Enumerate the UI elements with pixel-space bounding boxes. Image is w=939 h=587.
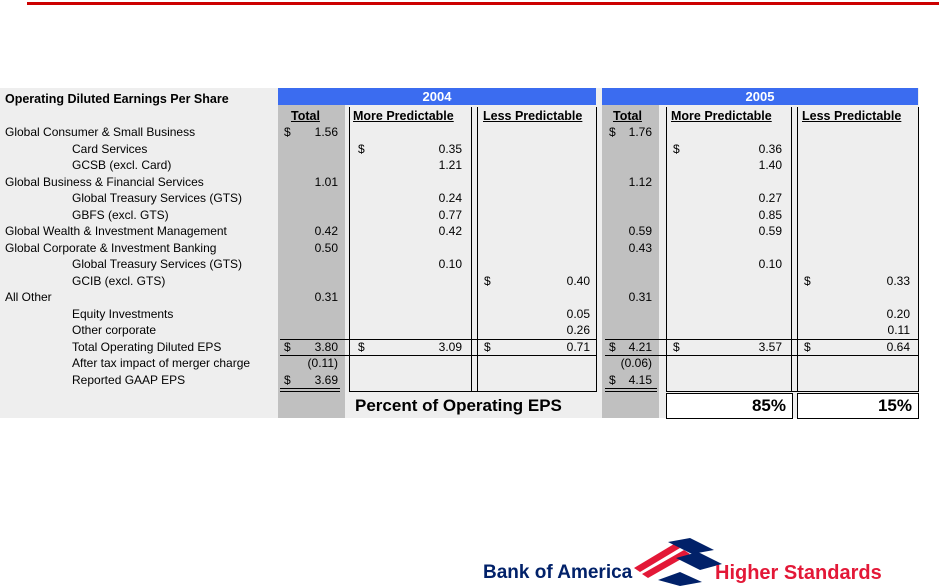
cell-value: 0.59 bbox=[628, 224, 652, 238]
flag-logo-icon bbox=[628, 536, 723, 586]
row-label: Global Treasury Services (GTS) bbox=[72, 191, 243, 205]
row-label: Global Treasury Services (GTS) bbox=[72, 257, 243, 271]
hdr-2004-total: Total bbox=[291, 109, 320, 123]
cell-value: 0.10 bbox=[438, 257, 462, 271]
row-label: Global Wealth & Investment Management bbox=[5, 224, 227, 238]
pct-2005-less: 15% bbox=[877, 396, 912, 415]
dollar-sign: $ bbox=[673, 141, 680, 156]
dollar-sign: $ bbox=[284, 125, 291, 139]
rule-04-bottom bbox=[349, 391, 597, 392]
cell-value: 1.12 bbox=[628, 174, 652, 189]
row-label: GCIB (excl. GTS) bbox=[72, 273, 166, 288]
dollar-sign: $ bbox=[284, 372, 291, 387]
row-label: GCSB (excl. Card) bbox=[72, 158, 172, 172]
year-2005-header: 2005 bbox=[602, 88, 918, 105]
cell-value: 3.57 bbox=[758, 339, 782, 354]
row-label: Other corporate bbox=[72, 323, 157, 337]
rule-05-more-left bbox=[666, 107, 667, 392]
cell-value: 0.10 bbox=[758, 257, 782, 271]
bank-of-america-logo bbox=[480, 536, 900, 586]
cell-value: 3.69 bbox=[314, 372, 338, 387]
row-label: All Other bbox=[5, 290, 52, 304]
dollar-sign: $ bbox=[673, 339, 680, 354]
dollar-sign: $ bbox=[484, 339, 491, 354]
cell-value: 4.21 bbox=[628, 339, 652, 354]
rule-05-less-right bbox=[918, 107, 919, 392]
row-label: Total Operating Diluted EPS bbox=[72, 339, 222, 354]
gaap-04-double-1 bbox=[280, 388, 340, 389]
cell-value: 0.40 bbox=[566, 273, 590, 288]
dollar-sign: $ bbox=[484, 273, 491, 288]
gaap-05-double-2 bbox=[605, 391, 657, 392]
rule-04-more-left bbox=[349, 107, 350, 392]
dollar-sign: $ bbox=[358, 339, 365, 354]
cell-value: 0.50 bbox=[314, 240, 338, 255]
pct-2005-more: 85% bbox=[751, 396, 786, 415]
year-2004-header: 2004 bbox=[278, 88, 596, 105]
table-title: Operating Diluted Earnings Per Share bbox=[5, 92, 229, 106]
cell-value: 0.24 bbox=[438, 191, 462, 205]
cell-value: (0.06) bbox=[620, 356, 652, 370]
cell-value: 1.40 bbox=[758, 158, 782, 172]
cell-value: 0.20 bbox=[886, 306, 910, 321]
dollar-sign: $ bbox=[358, 141, 365, 156]
row-label: GBFS (excl. GTS) bbox=[72, 207, 169, 222]
cell-value: 0.64 bbox=[886, 339, 910, 354]
row-label: Global Business & Financial Services bbox=[5, 174, 204, 189]
dollar-sign: $ bbox=[609, 125, 616, 139]
cell-value: 1.21 bbox=[438, 158, 462, 172]
row-label: Card Services bbox=[72, 141, 148, 156]
row-label: Global Corporate & Investment Banking bbox=[5, 240, 217, 255]
rule-05-less-left bbox=[797, 107, 798, 392]
hdr-2005-less: Less Predictable bbox=[802, 109, 902, 123]
hdr-2005-more: More Predictable bbox=[671, 109, 772, 123]
percent-label: Percent of Operating EPS bbox=[355, 396, 562, 415]
bank-name: Bank of America bbox=[483, 562, 633, 583]
rule-05-more-right bbox=[791, 107, 792, 392]
cell-value: 3.80 bbox=[314, 339, 338, 354]
cell-value: 0.05 bbox=[566, 306, 590, 321]
hdr-2004-more: More Predictable bbox=[353, 109, 454, 123]
row-label: Reported GAAP EPS bbox=[72, 372, 186, 387]
cell-value: 0.31 bbox=[314, 290, 338, 304]
dollar-sign: $ bbox=[609, 372, 616, 387]
cell-value: 1.01 bbox=[314, 174, 338, 189]
row-label: Global Consumer & Small Business bbox=[5, 125, 196, 139]
cell-value: 0.26 bbox=[566, 323, 590, 337]
cell-value: 1.56 bbox=[314, 125, 338, 139]
row-label: After tax impact of merger charge bbox=[72, 356, 251, 370]
cell-value: 0.77 bbox=[438, 207, 462, 222]
tagline: Higher Standards bbox=[715, 562, 882, 584]
cell-value: 3.09 bbox=[438, 339, 462, 354]
row-label: Equity Investments bbox=[72, 306, 174, 321]
cell-value: (0.11) bbox=[307, 356, 338, 370]
cell-value: 1.76 bbox=[628, 125, 652, 139]
cell-value: 4.15 bbox=[628, 372, 652, 387]
cell-value: 0.71 bbox=[566, 339, 590, 354]
rule-05-bottom bbox=[666, 391, 918, 392]
hdr-2004-less: Less Predictable bbox=[483, 109, 583, 123]
cell-value: 0.35 bbox=[438, 141, 462, 156]
cell-value: 0.59 bbox=[758, 224, 782, 238]
cell-value: 0.36 bbox=[758, 141, 782, 156]
cell-value: 0.31 bbox=[628, 290, 652, 304]
cell-value: 0.33 bbox=[886, 273, 910, 288]
dollar-sign: $ bbox=[804, 273, 811, 288]
gaap-04-double-2 bbox=[280, 391, 340, 392]
cell-value: 0.11 bbox=[887, 323, 910, 337]
dollar-sign: $ bbox=[609, 339, 616, 354]
cell-value: 0.42 bbox=[438, 224, 462, 238]
dollar-sign: $ bbox=[804, 339, 811, 354]
dollar-sign: $ bbox=[284, 339, 291, 354]
cell-value: 0.85 bbox=[758, 207, 782, 222]
cell-value: 0.27 bbox=[758, 191, 782, 205]
rule-04-less-left bbox=[477, 107, 478, 392]
rule-04-more-right bbox=[471, 107, 472, 392]
hdr-2005-total: Total bbox=[613, 109, 642, 123]
top-red-rule bbox=[27, 2, 939, 5]
gaap-05-double-1 bbox=[605, 388, 657, 389]
cell-value: 0.43 bbox=[628, 240, 652, 255]
cell-value: 0.42 bbox=[314, 224, 338, 238]
